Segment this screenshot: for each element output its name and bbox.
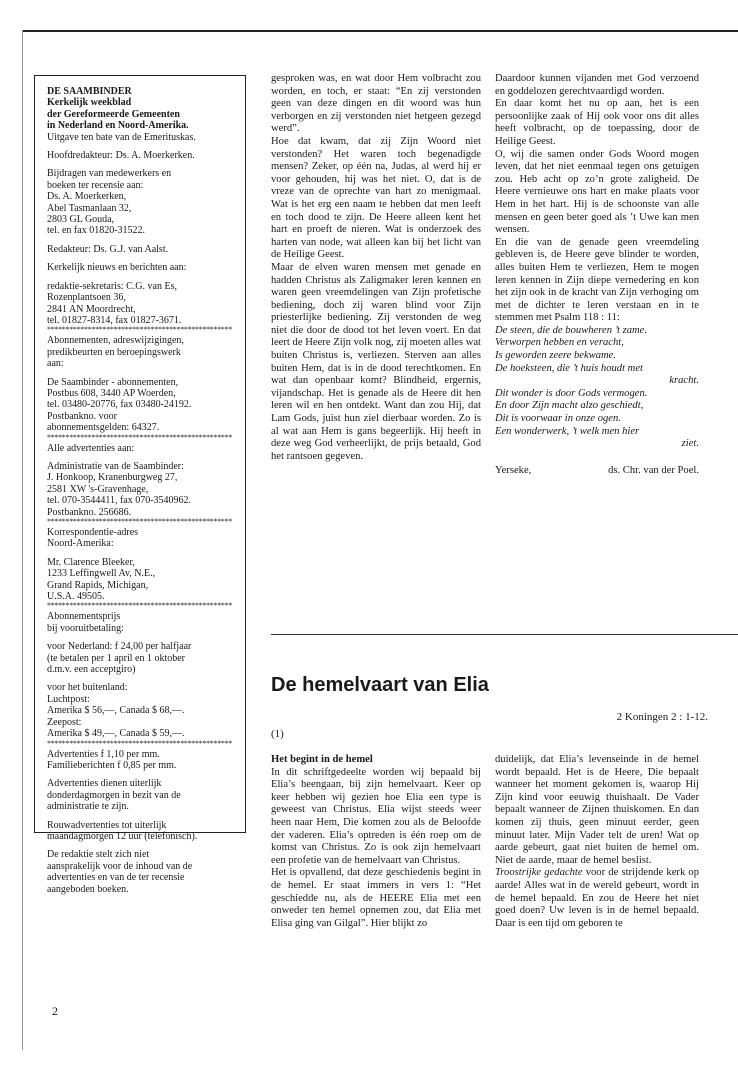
paragraph: Daardoor kunnen vijanden met God verzoend en goddelozen gerechtvaardigd worden. bbox=[495, 73, 699, 97]
administratie-address: Administratie van de Saambinder: J. Honkoop, Kranenburgweg 27, 2581 XW 's-Gravenhage, tel. 070-3544411, fax 070-3540962. Postbankno. 256686. bbox=[47, 460, 192, 518]
prijs-buitenland: voor het buitenland: Luchtpost: Amerika $ 56,—, Canada $ 68,—. Zeepost: Amerika $ 49,—, Canada $ 59,—. bbox=[47, 682, 185, 740]
colophon-box bbox=[34, 75, 246, 895]
paragraph bbox=[495, 867, 699, 930]
paragraph: Het is opvallend, dat deze geschiedenis begint in de hemel. Er staat immers in vers 1: “Het geschiedde nu, als de HEERE Elia met een onweder ten hemel opnemen zou, dat Elia met Elisa ging van Gilgal”. Hier blijkt zo bbox=[271, 867, 481, 929]
article1-signature bbox=[495, 465, 699, 478]
poem-line: Verworpen hebben en veracht, bbox=[495, 337, 624, 349]
star-separator: ************************************************** bbox=[47, 326, 233, 334]
article-divider bbox=[271, 634, 738, 635]
korrespondentie-label: Korrespondentie-adres Noord-Amerika: bbox=[47, 527, 139, 550]
poem-line: kracht. bbox=[669, 375, 699, 387]
article1-column-1 bbox=[271, 73, 481, 463]
star-separator: ************************************************** bbox=[47, 518, 233, 525]
poem-line: De steen, die de bouwheren ’t zame. bbox=[495, 324, 647, 336]
article2-column-1 bbox=[271, 754, 481, 930]
colophon-heading-sub: Uitgave ten bate van de Emerituskas. bbox=[47, 131, 196, 143]
hoofdredakteur: Hoofdredakteur: Ds. A. Moerkerken. bbox=[47, 150, 195, 162]
article2-title: De hemelvaart van Elia bbox=[271, 674, 489, 696]
paragraph: En daar komt het nu op aan, het is een persoonlijke zaak of Hij ook voor ons dit alles heeft volbracht, op de toepassing, door de Heilige Geest. bbox=[495, 98, 699, 147]
advertentie-tarieven: Advertenties f 1,10 per mm. Familieberichten f 0,85 per mm. bbox=[47, 748, 177, 771]
star-separator: ************************************************** bbox=[47, 602, 233, 610]
prijs-nederland: voor Nederland: f 24,00 per halfjaar (te betalen per 1 april en 1 oktober d.m.v. een acceptgiro) bbox=[47, 641, 192, 676]
poem-line: En door Zijn macht alzo geschiedt, bbox=[495, 400, 644, 412]
star-separator: ************************************************** bbox=[47, 739, 233, 747]
star-separator: ************************************************** bbox=[47, 433, 233, 441]
signature-author: ds. Chr. van der Poel. bbox=[608, 464, 699, 476]
article1-column-2 bbox=[495, 73, 699, 477]
poem-line: Dit is voorwaar in onze ogen. bbox=[495, 413, 621, 425]
kerkelijk-nieuws: Kerkelijk nieuws en berichten aan: bbox=[47, 262, 187, 274]
paragraph-text: voor de strijdende kerk op aarde! Alles wat in de wereld gebeurt, wordt in de hemel bepaald. En zou de Heere het niet goed doen? Uw leven is in de hemel bepaald. Daar is een tijd om geboren te bbox=[495, 867, 700, 929]
colophon-heading: DE SAAMBINDER Kerkelijk weekblad der Gereformeerde Gemeenten in Nederland en Noord-Amerika. bbox=[47, 86, 189, 132]
poem-line: Een wonderwerk, ’t welk men hier bbox=[495, 425, 640, 437]
poem-line: De hoeksteen, die ’t huis houdt met bbox=[495, 362, 643, 374]
left-frame-rule bbox=[22, 30, 23, 1050]
redakteur: Redakteur: Ds. G.J. van Aalst. bbox=[47, 243, 169, 255]
signature-place: Yerseke, bbox=[495, 464, 532, 476]
paragraph: En die van de genade geen vreemdeling gebleven is, de Heere geve blinder te worden, alles buiten Hem te verliezen, Hem te mogen leren kennen in Zijn diepe vernedering en kon het zijn ook in de kracht van Zijn verhoging om met de dichter te leren verstaan en in te stemmen met Psalm 118 : 11: bbox=[495, 236, 699, 324]
advertenties-label: Alle advertenties aan: bbox=[47, 442, 135, 454]
psalm-quote bbox=[495, 325, 699, 451]
top-frame-rule bbox=[22, 30, 738, 32]
saambinder-address: De Saambinder - abonnementen, Postbus 608, 3440 AP Woerden, tel. 03480-20776, fax 03480-24192. Postbankno. voor abonnementsgelden: 64327. bbox=[47, 376, 192, 434]
paragraph: Maar de elven waren mensen met genade en hadden Christus als Zaligmaker leren kennen en waren geen vreemdelingen van Zijn profetische bediening, doch zij waren blind voor Zijn priesterlijke bediening. Zij verstonden de weg niet die door de dood tot het leven voert. En dat leert de Heere Zijn volk nog, zij moeten alles wat buiten Christus is, verliezen. Sterven aan alles buiten Hem, dat is in de dood terechtkomen. En wat dan openbaar komt? Blindheid, ergernis, vijandschap. Het is genade als de Heere dit hen leren wil en hen ontdekt. Want dan zou Hij, dat Lam Gods, juist hun ziel dierbaar worden. Zo is al wat aan Hem is gans begeerlijk. Hij heeft in deze weg God verheerlijkt, de prijs betaald, God het rantsoen gegeven. bbox=[271, 261, 481, 462]
paragraph: In dit schriftgedeelte worden wij bepaald bij Elia’s heengaan, bij zijn hemelvaart. Keer op keer hebben wij gezien hoe Elia een type is geweest van Christus. Elia wijst steeds weer heen naar Hem, Die komen zou als de Beloofde der vaderen. Elia’s optreden is één roep om de komst van Christus. Zo is ook zijn hemelvaart een profetie van de hemelvaart van Christus. bbox=[271, 766, 481, 866]
paragraph: duidelijk, dat Elia’s levenseinde in de hemel wordt bepaald. Het is de Heere, Die bepaalt wanneer het moment gekomen is, waarop Hij Zijn kind voor eeuwig thuishaalt. De Vader bepaalt wanneer de Zijnen thuiskomen. En dan komen zij thuis, geen minuut eerder, geen minuut later. Mijn Vader telt de uren! Wat op aarde gebeurt, gaat niet buiten de hemel om. Niet de aarde, maar de hemel beslist. bbox=[495, 754, 699, 866]
rouwadvertenties: Rouwadvertenties tot uiterlijk maandagmorgen 12 uur (telefonisch). bbox=[47, 819, 198, 842]
advertentie-deadline: Advertenties dienen uiterlijk donderdagmorgen in bezit van de administratie te zijn. bbox=[47, 778, 181, 813]
abonnementen: Abonnementen, adreswijzigingen, predikbeurten en beroepingswerk aan: bbox=[47, 335, 184, 370]
page-number: 2 bbox=[52, 1004, 58, 1018]
paragraph: Hoe dat kwam, dat zij Zijn Woord niet verstonden? Het waren toch begenadigde mensen? Zeker, op één na, Judas, al werd hij er voor gehouden, hij was het niet. O, dat is de vreze van de oprechte van hart zo menigmaal. Wat is het erg een naam te hebben dat men leeft en toch dood te zijn. De Heere alleen kent het hart en proeft de nieren. Wat is onderzoek des harten van node, wat alleen kan bij het licht van de Heilige Geest. bbox=[271, 135, 481, 261]
article2-column-2 bbox=[495, 754, 699, 930]
bijdragen-address: Bijdragen van medewerkers en boeken ter recensie aan: Ds. A. Moerkerken, Abel Tasmanlaan 32, 2803 GL Gouda, tel. en fax 01820-31522. bbox=[47, 168, 172, 237]
poem-line: ziet. bbox=[681, 438, 699, 450]
abonnementsprijs: Abonnementsprijs bij vooruitbetaling: bbox=[47, 611, 124, 634]
bleeker-address: Mr. Clarence Bleeker, 1233 Leffingwell Av, N.E., Grand Rapids, Michigan, U.S.A. 49505. bbox=[47, 556, 156, 603]
disclaimer: De redaktie stelt zich niet aansprakelijk voor de inhoud van de advertenties en van de ter recensie aangeboden boeken. bbox=[47, 849, 193, 895]
poem-line: Is geworden zeere bekwame. bbox=[495, 350, 617, 362]
article-part-number: (1) bbox=[271, 728, 284, 740]
subheading: Het begint in de hemel bbox=[271, 754, 373, 765]
poem-line: Dit wonder is door Gods vermogen. bbox=[495, 387, 648, 399]
sekretaris-address: redaktie-sekretaris: C.G. van Es, Rozenplantsoen 36, 2841 AN Moordrecht, tel. 01827-8314, fax 01827-3671. bbox=[47, 280, 182, 326]
emphasis-text: Troostrijke gedachte bbox=[495, 867, 583, 879]
bible-reference: 2 Koningen 2 : 1-12. bbox=[616, 711, 708, 723]
paragraph: gesproken was, en wat door Hem volbracht zou worden, en toch, er staat: “En zij verstonden geen van deze dingen en dit woord was hun verborgen en zij verstonden niet hetgeen gezegd werd”. bbox=[271, 73, 481, 135]
paragraph: O, wij die samen onder Gods Woord mogen leven, dat het niet eenmaal tegen ons getuigen zou. Heb acht op zo’n grote zaligheid. De Heere vernieuwe ons hart en make plaats voor Hem in het hart. Hij is de schoonste van alle mensen en geen beter goed als ’t Uwe kan men wensen. bbox=[495, 148, 699, 236]
